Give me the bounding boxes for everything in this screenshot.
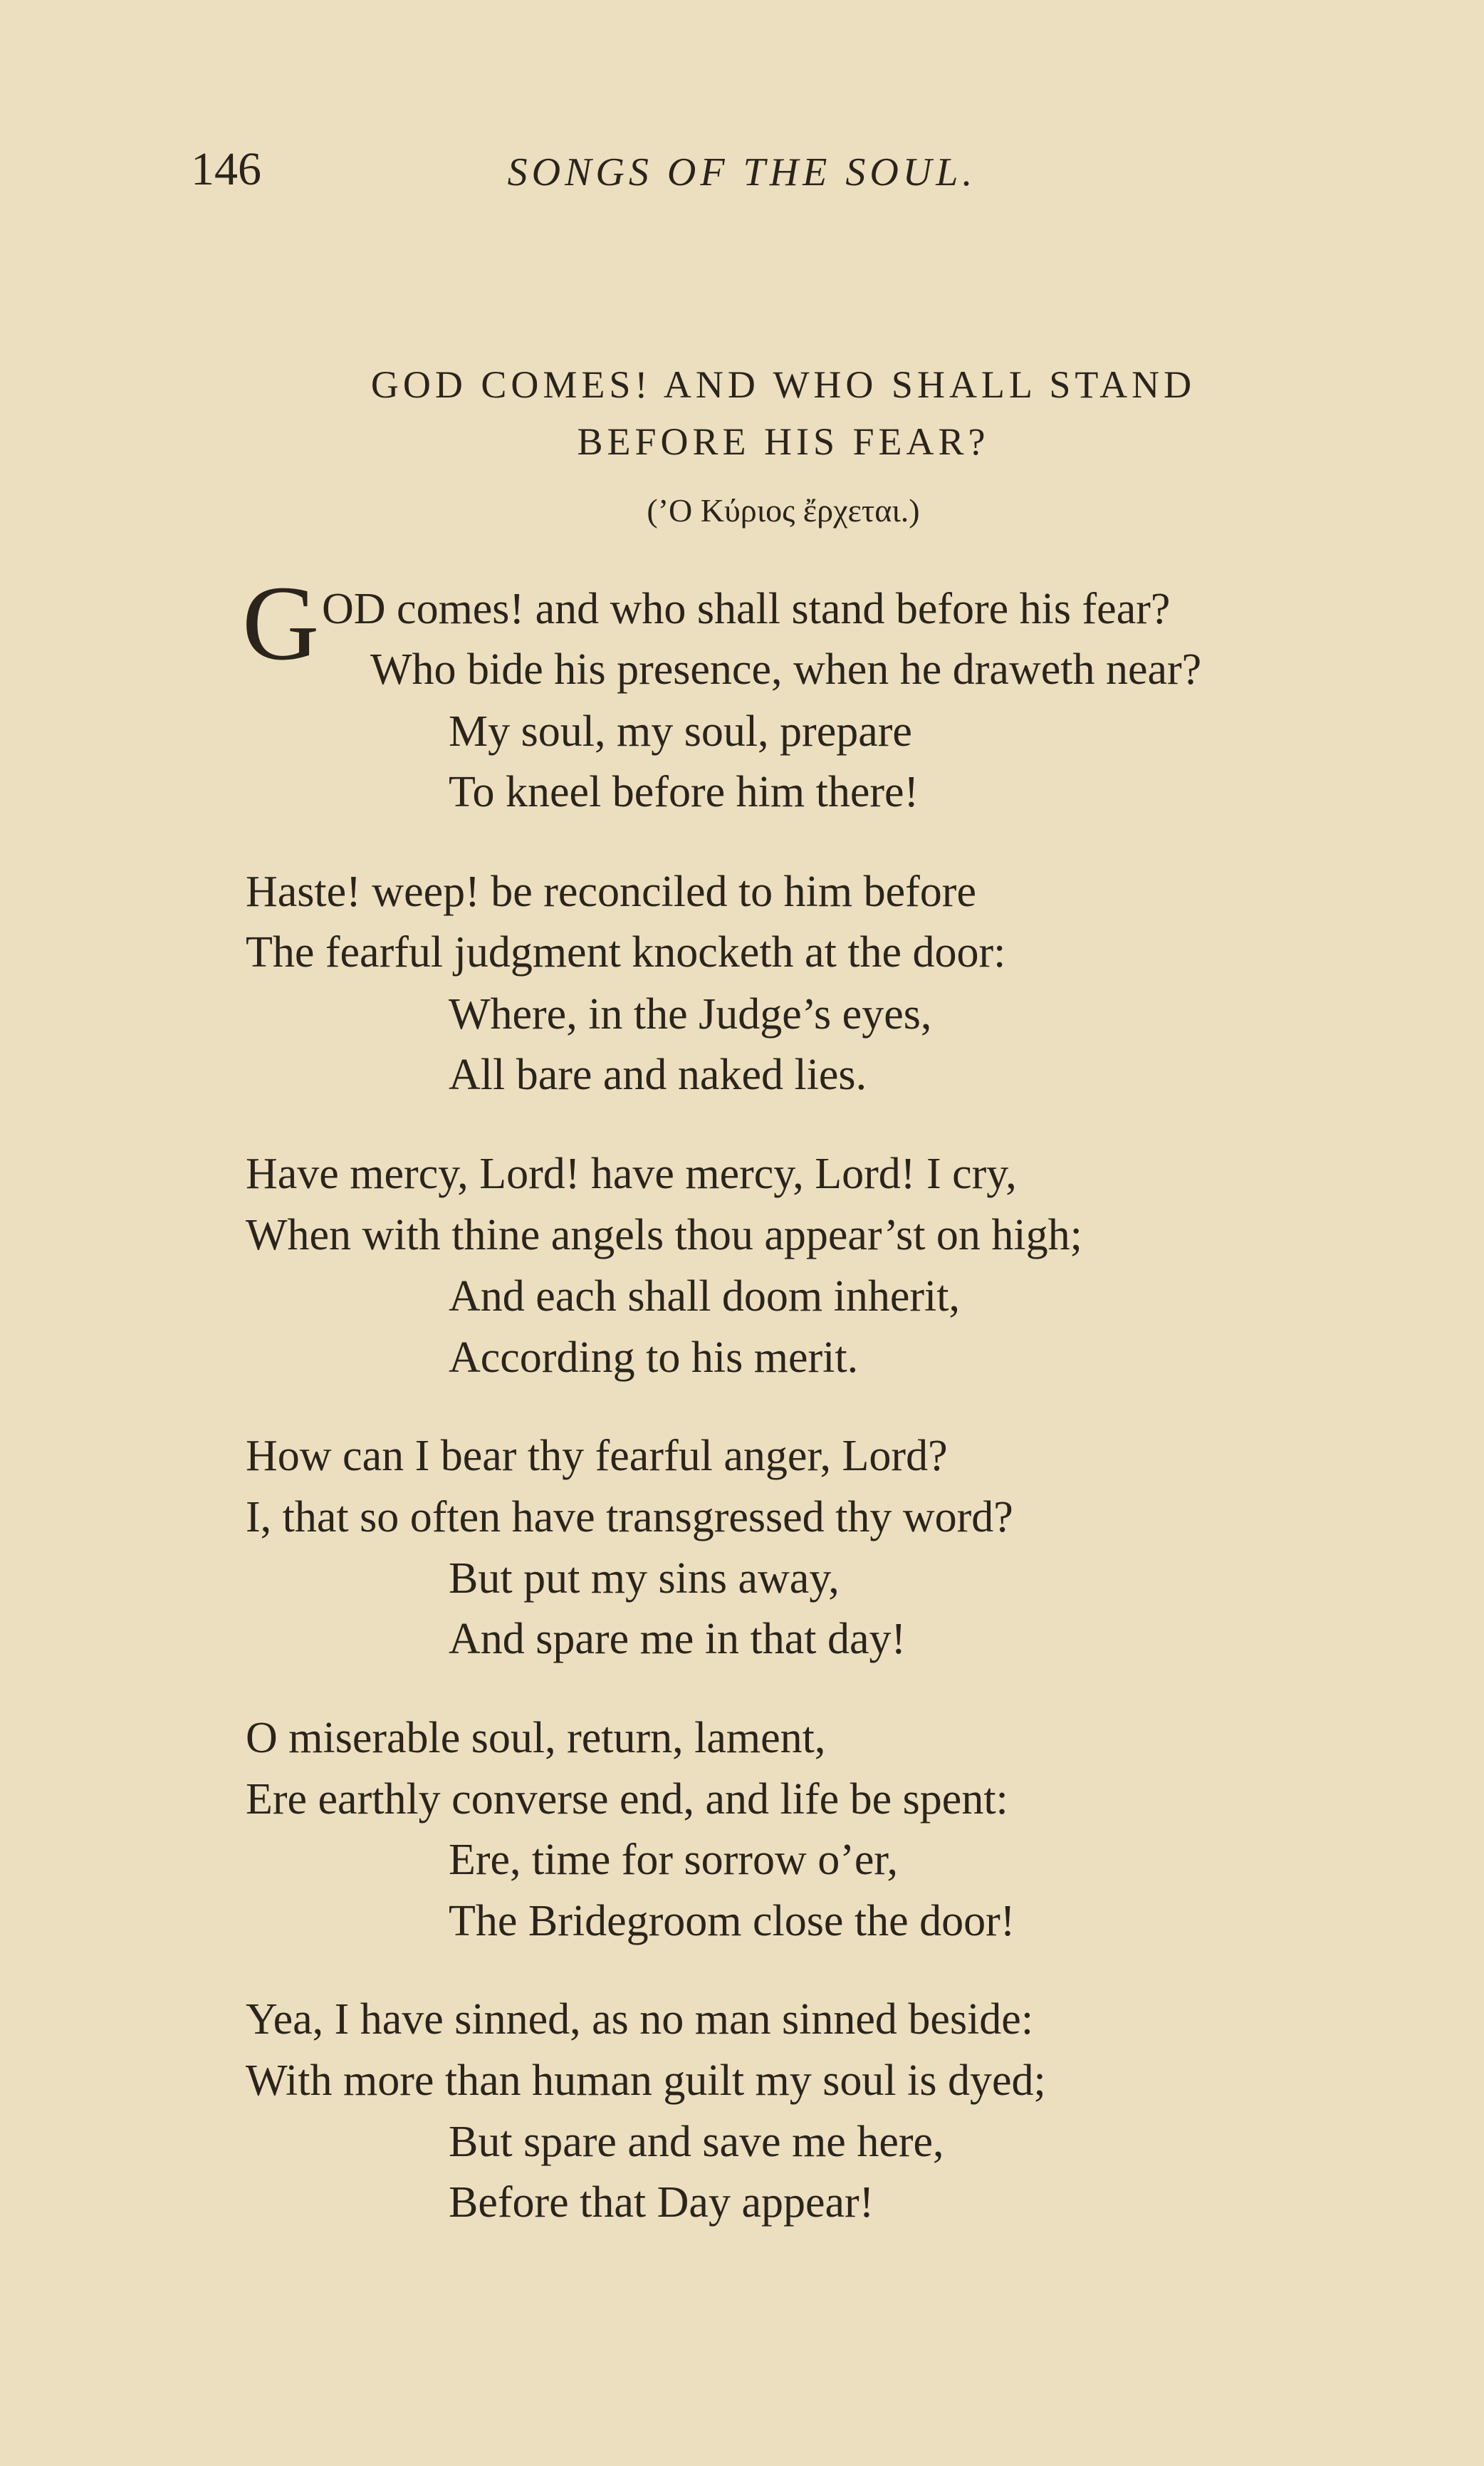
stanza-line: I, that so often have transgressed thy word? (246, 1493, 1013, 1541)
poem-title-line-1: GOD COMES! AND WHO SHALL STAND (370, 363, 1196, 406)
stanza-line: Haste! weep! be reconciled to him before (246, 868, 976, 916)
stanza-line: According to his merit. (449, 1333, 859, 1382)
stanza-line: Ere, time for sorrow o’er, (449, 1836, 899, 1884)
page-number: 146 (191, 143, 261, 195)
stanza-line: Who bide his presence, when he draweth near? (370, 645, 1202, 694)
stanza-line: All bare and naked lies. (449, 1051, 867, 1099)
stanza-line: Have mercy, Lord! have mercy, Lord! I cry, (246, 1150, 1017, 1198)
stanza-line: How can I bear thy fearful anger, Lord? (246, 1432, 948, 1480)
poem-title (142, 356, 1424, 470)
stanza-line: Yea, I have sinned, as no man sinned beside: (246, 1995, 1034, 2044)
stanza-line: But put my sins away, (449, 1554, 840, 1603)
stanza-line: And each shall doom inherit, (449, 1272, 960, 1321)
stanza-line: And spare me in that day! (449, 1615, 906, 1663)
stanza-line: When with thine angels thou appear’st on high; (246, 1211, 1082, 1259)
stanza-line: My soul, my soul, prepare (449, 707, 912, 756)
stanza-line: But spare and save me here, (449, 2118, 944, 2166)
stanza-line: With more than human guilt my soul is dyed; (246, 2056, 1046, 2105)
stanza-line: Where, in the Judge’s eyes, (449, 990, 932, 1039)
stanza-line: The Bridegroom close the door! (449, 1897, 1015, 1945)
stanza-line: The fearful judgment knocketh at the door: (246, 928, 1006, 977)
stanza-line: To kneel before him there! (449, 768, 919, 816)
stanza-line: Before that Day appear! (449, 2178, 874, 2227)
stanza-line: Ere earthly converse end, and life be spent: (246, 1775, 1008, 1824)
stanza-line: O miserable soul, return, lament, (246, 1714, 826, 1762)
running-title: SONGS OF THE SOUL. (507, 150, 977, 194)
stanza-line: OD comes! and who shall stand before his fear? (322, 585, 1171, 633)
poem-title-line-2: BEFORE HIS FEAR? (577, 420, 990, 463)
drop-cap: G (242, 564, 320, 682)
poem-subtitle: (’O Κύριος ἔρχεται.) (647, 492, 920, 529)
